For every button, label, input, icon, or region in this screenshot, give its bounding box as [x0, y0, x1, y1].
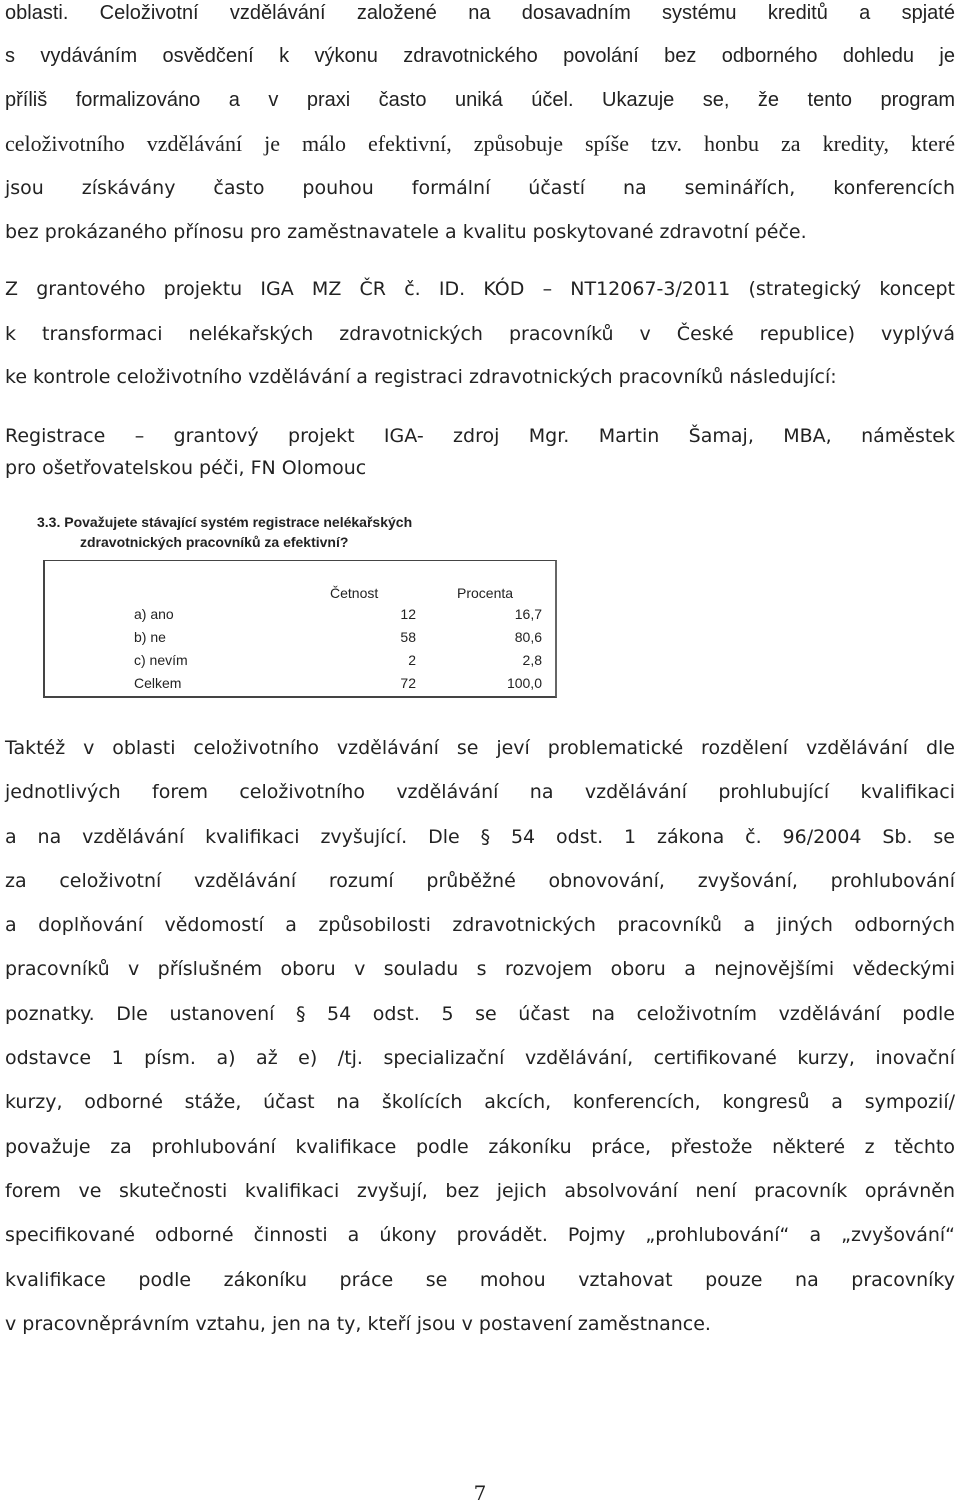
text-line: jsou získávány často pouhou formální účastí na seminářích, konferencích — [5, 177, 955, 199]
text-line: a doplňování vědomostí a způsobilosti zdravotnických pracovníků a jiných odborných — [5, 914, 955, 936]
text-line: forem ve skutečnosti kvalifikaci zvyšují, bez jejich absolvování není pracovník oprávněn — [5, 1180, 955, 1202]
table-caption-line: zdravotnických pracovníků za efektivní? — [80, 534, 349, 550]
row-label: c) nevím — [134, 652, 188, 668]
text-line: k transformaci nelékařských zdravotnických pracovníků v České republice) vyplývá — [5, 323, 955, 345]
text-line: specifikované odborné činnosti a úkony provádět. Pojmy „prohlubování“ a „zvyšování“ — [5, 1224, 955, 1246]
text-line: Taktéž v oblasti celoživotního vzdělávání se jeví problematické rozdělení vzdělávání dle — [5, 737, 955, 759]
row-percent: 2,8 — [522, 652, 542, 668]
text-line: pracovníků v příslušném oboru v souladu s rozvojem oboru a nejnovějšími vědeckými — [5, 958, 955, 980]
row-percent: 100,0 — [506, 675, 542, 691]
column-header-count: Četnost — [330, 585, 379, 601]
text-line: považuje za prohlubování kvalifikace podle zákoníku práce, přestože některé z těchto — [5, 1136, 955, 1158]
row-count: 72 — [400, 675, 416, 691]
row-label: b) ne — [134, 629, 166, 645]
text-line: Z grantového projektu IGA MZ ČR č. ID. KÓD – NT12067-3/2011 (strategický koncept — [5, 278, 955, 300]
text-line: s vydáváním osvědčení k výkonu zdravotnického povolání bez odborného dohledu je — [5, 45, 955, 67]
text-line: ke kontrole celoživotního vzdělávání a registraci zdravotnických pracovníků následující: — [5, 366, 837, 388]
table-caption — [37, 512, 557, 552]
row-percent: 16,7 — [514, 606, 542, 622]
text-line: příliš formalizováno a v praxi často uniká účel. Ukazuje se, že tento program — [5, 89, 955, 111]
text-line: kvalifikace podle zákoníku práce se mohou vztahovat pouze na pracovníky — [5, 1269, 955, 1291]
text-line: a na vzdělávání kvalifikaci zvyšující. Dle § 54 odst. 1 zákona č. 96/2004 Sb. se — [5, 826, 955, 848]
page-number: 7 — [473, 1481, 487, 1505]
column-header-percent: Procenta — [457, 585, 514, 601]
text-line: kurzy, odborné stáže, účast na školících akcích, konferencích, kongresů a sympozií/ — [5, 1091, 955, 1113]
row-percent: 80,6 — [514, 629, 542, 645]
row-count: 2 — [408, 652, 416, 668]
text-line: Registrace – grantový projekt IGA- zdroj Mgr. Martin Šamaj, MBA, náměstek — [5, 425, 955, 447]
text-line: bez prokázaného přínosu pro zaměstnavatele a kvalitu poskytované zdravotní péče. — [5, 221, 807, 243]
row-label: Celkem — [134, 675, 182, 691]
text-line: odstavce 1 písm. a) až e) /tj. specializační vzdělávání, certifikované kurzy, inovační — [5, 1047, 955, 1069]
frequency-table — [43, 560, 557, 698]
text-line: v pracovněprávním vztahu, jen na ty, kteří jsou v postavení zaměstnance. — [5, 1313, 711, 1335]
text-line: za celoživotní vzdělávání rozumí průběžné obnovování, zvyšování, prohlubování — [5, 870, 955, 892]
text-line: oblasti. Celoživotní vzdělávání založené na dosavadním systému kreditů a spjaté — [5, 2, 955, 24]
row-count: 58 — [400, 629, 416, 645]
text-line: pro ošetřovatelskou péči, FN Olomouc — [5, 457, 367, 479]
text-line: celoživotního vzdělávání je málo efektivní, způsobuje spíše tzv. honbu za kredity, které — [5, 131, 955, 156]
text-line: jednotlivých forem celoživotního vzdělávání na vzdělávání prohlubující kvalifikaci — [5, 781, 955, 803]
text-line: poznatky. Dle ustanovení § 54 odst. 5 se účast na celoživotním vzdělávání podle — [5, 1003, 955, 1025]
row-label: a) ano — [134, 606, 174, 622]
table-caption-line: 3.3. Považujete stávající systém registrace nelékařských — [37, 514, 413, 530]
row-count: 12 — [400, 606, 416, 622]
